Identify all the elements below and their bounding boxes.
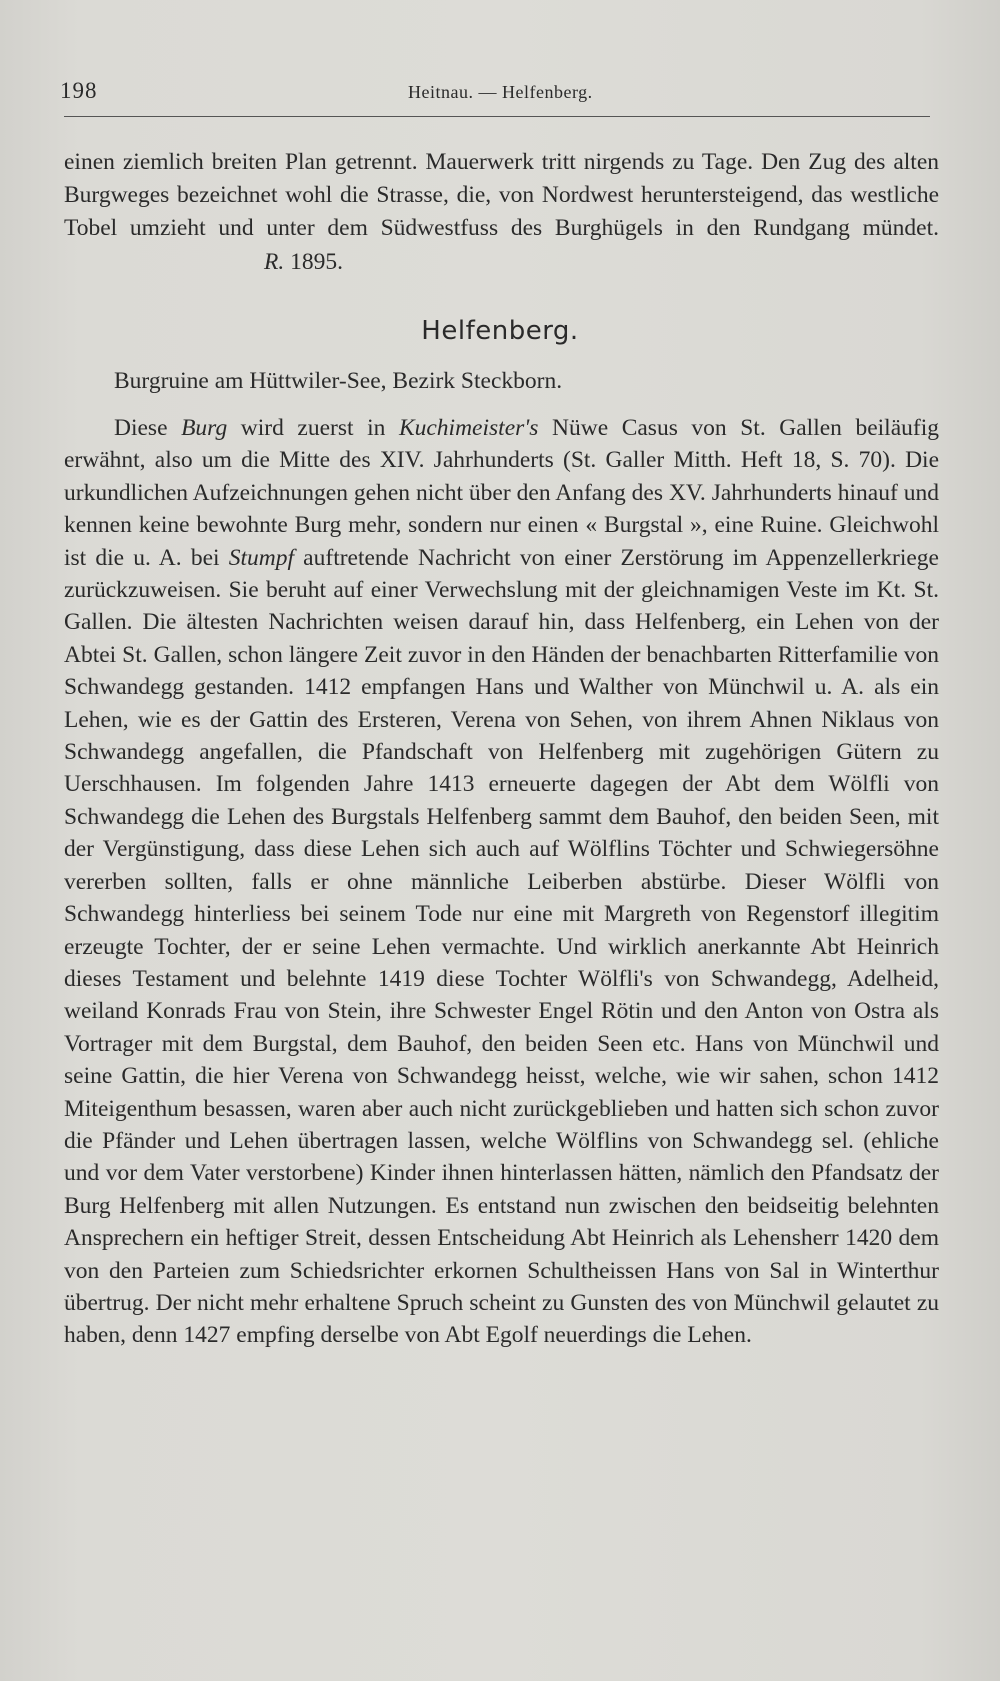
para-text-start: Diese xyxy=(114,415,182,441)
intro-paragraph xyxy=(64,146,939,279)
para-text-mid2: Nüwe Casus von St. Gallen beiläufig erwähnt, also um die Mitte des XIV. Jahrhunderts (St. Galler Mitth. Heft 18, S. 70). Die urkundlichen Aufzeichnungen gehen nicht über den Anfang des XV. Jahrhunderts hinauf und kennen keine bewohnte Burg mehr, sondern nur einen « Burgstal », eine Ruine. Gleichwohl ist die u. A. bei xyxy=(64,415,939,571)
italic-stumpf: Stumpf xyxy=(228,544,294,571)
running-head: Heitnau. — Helfenberg. xyxy=(408,82,593,102)
header-rule xyxy=(64,116,930,117)
italic-kuchimeister: Kuchimeister's xyxy=(398,415,539,441)
signature-year: 1895. xyxy=(290,248,343,275)
para-text-mid1: wird zuerst in xyxy=(227,415,399,441)
para-text-rest: auftretende Nachricht von einer Zerstörung im Appenzellerkriege zurückzuweisen. Sie beruht auf einer Verwechslung mit der gleichnamigen Veste im Kt. St. Gallen. Die ältesten Nachrichten weisen darauf hin, dass Helfenberg, ein Lehen von der Abtei St. Gallen, schon längere Zeit zuvor in den Händen der benachbarten Ritterfamilie von Schwandegg gestanden. 1412 empfangen Hans und Walther von Münchwil u. A. als ein Lehen, wie es der Gattin des Ersteren, Verena von Sehen, von ihrem Ahnen Niklaus von Schwandegg angefallen, die Pfandschaft von Helfenberg mit zugehörigen Gütern zu Uerschhausen. Im folgenden Jahre 1413 erneuerte dagegen der Abt dem Wölfli von Schwandegg die Lehen des Burgstals Helfenberg sammt dem Bauhof, den beiden Seen, mit der Vergünstigung, dass diese Lehen sich auch auf Wölflins Töchter und Schwiegersöhne vererben sollten, falls er ohne männliche Leiberben abstürbe. Dieser Wölfli von Schwandegg hinterliess bei seinem Tode nur eine mit Margreth von Regenstorf illegitim erzeugte Tochter, der er seine Lehen vermachte. Und wirklich anerkannte Abt Heinrich dieses Testament und belehnte 1419 diese Tochter Wölfli's von Schwandegg, Adelheid, weiland Konrads Frau von Stein, ihre Schwester Engel Rötin und den Anton von Ostra als Vortrager mit dem Burgstal, dem Bauhof, den beiden Seen etc. Hans von Münchwil und seine Gattin, die hier Verena von Schwandegg heisst, welche, wie wir sahen, schon 1412 Miteigenthum besassen, waren aber auch nicht zurückgeblieben und hatten sich schon zuvor die Pfänder und Lehen übertragen lassen, welche Wölflins von Schwandegg sel. (ehliche und vor dem Vater verstorbene) Kinder ihnen hinterlassen hätten, nämlich den Pfandsatz der Burg Helfenberg mit allen Nutzungen. Es entstand nun zwischen den beidseitig belehnten Ansprechern ein heftiger Streit, dessen Entscheidung Abt Heinrich als Lehensherr 1420 dem von den Parteien zum Schiedsrichter erkornen Schultheissen Hans von Sal in Winterthur übertrug. Der nicht mehr erhaltene Spruch scheint zu Gunsten des von Münchwil gelautet zu haben, denn 1427 empfing derselbe von Abt Egolf neuerdings die Lehen. xyxy=(64,544,939,1349)
section-title: Helfenberg. xyxy=(421,316,579,346)
section-subtitle: Burgruine am Hüttwiler-See, Bezirk Steckborn. xyxy=(114,368,563,394)
page-header xyxy=(60,78,930,108)
page-number: 198 xyxy=(60,78,98,103)
main-paragraph xyxy=(64,412,939,1352)
author-signature: R. xyxy=(264,248,285,275)
italic-burg: Burg xyxy=(181,415,228,441)
intro-text: einen ziemlich breiten Plan getrennt. Mauerwerk tritt nirgends zu Tage. Den Zug des alten Burgweges bezeichnet wohl die Strasse, die, von Nordwest heruntersteigend, das westliche Tobel umzieht und unter dem Südwestfuss des Burghügels in den Rundgang mündet. xyxy=(64,149,939,242)
